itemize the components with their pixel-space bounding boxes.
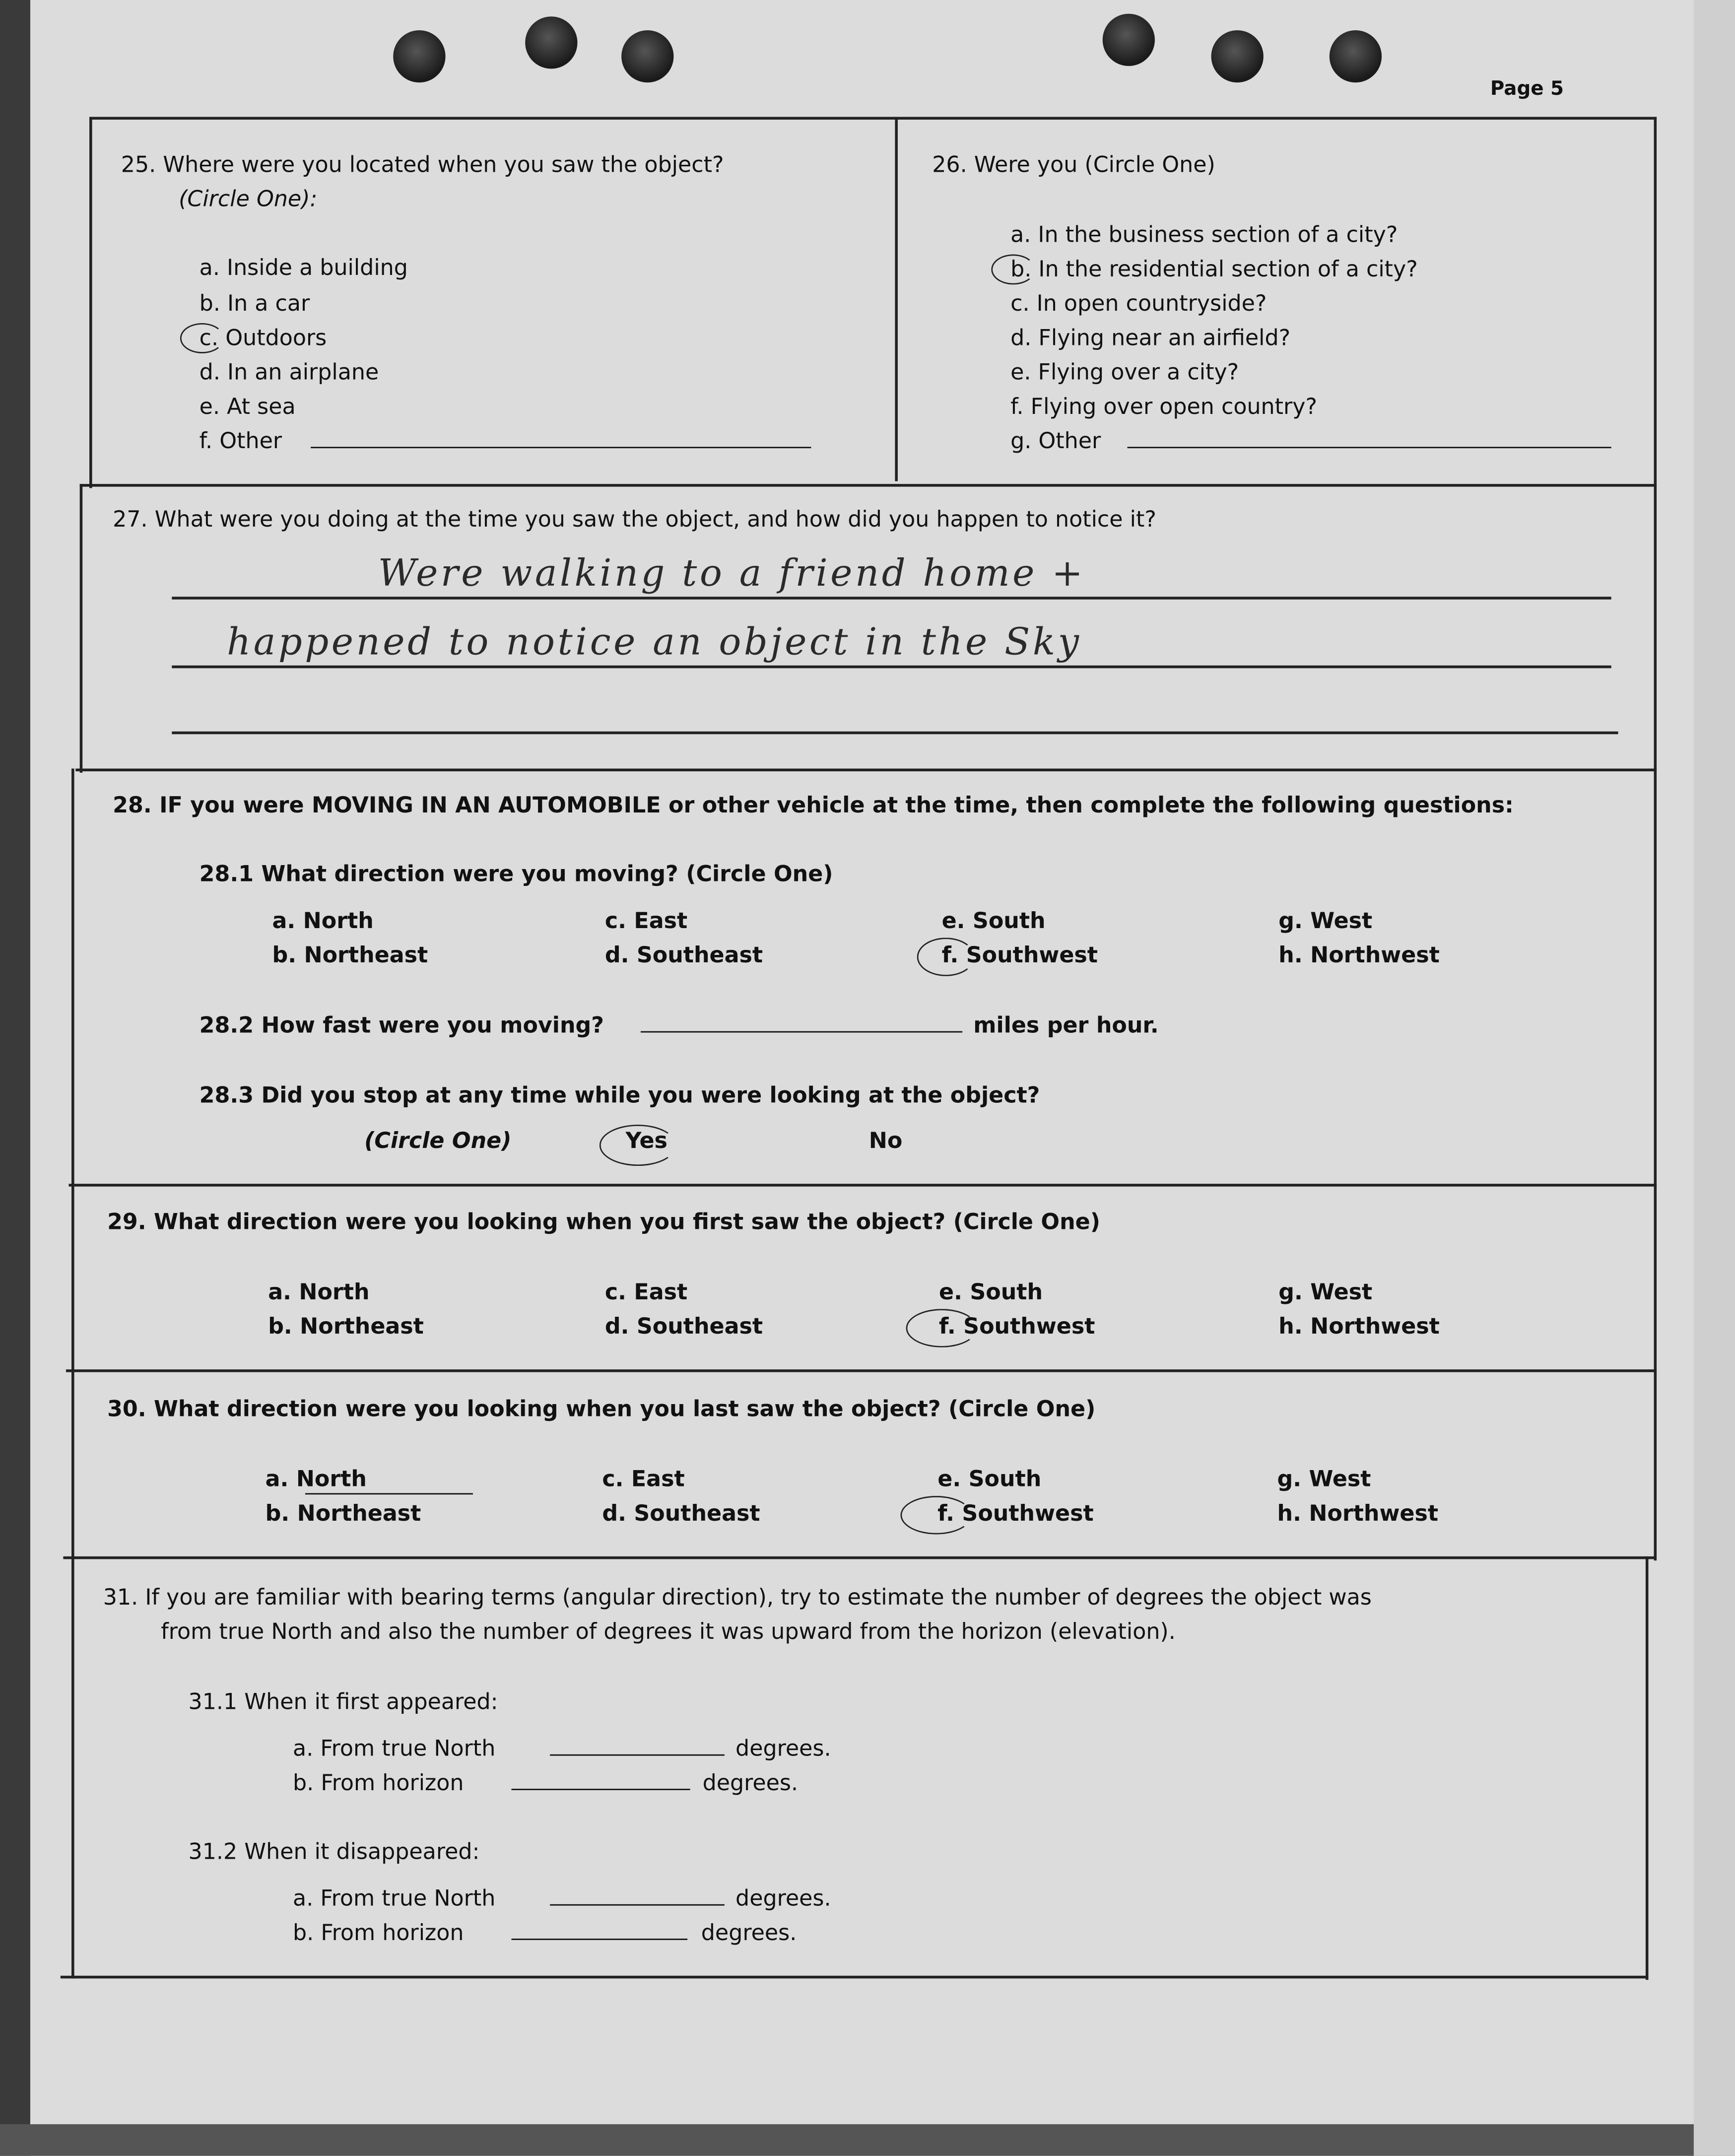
divider	[89, 117, 1657, 120]
answer-line	[172, 732, 1618, 735]
degrees-unit: degrees.	[702, 1769, 799, 1796]
q31-2-a-label: a. From true North	[293, 1885, 496, 1911]
selection-circle	[180, 323, 224, 353]
punch-hole-icon	[525, 16, 577, 68]
q28-2-title: 28.2 How fast were you moving?	[199, 1011, 604, 1038]
q28-3-title: 28.3 Did you stop at any time while you were looking at the object?	[199, 1082, 1040, 1108]
q29-option-h[interactable]: h. Northwest	[1278, 1313, 1440, 1340]
q26-option-e[interactable]: e. Flying over a city?	[1010, 359, 1239, 385]
q28-3-instruction: (Circle One)	[364, 1127, 512, 1154]
q31-2-title: 31.2 When it disappeared:	[188, 1838, 480, 1865]
q28-1-option-d[interactable]: d. Southeast	[604, 942, 763, 968]
selection-circle	[917, 938, 975, 976]
underline-mark	[305, 1493, 473, 1494]
q30-option-e[interactable]: e. South	[937, 1466, 1042, 1492]
q26-option-c[interactable]: c. In open countryside?	[1010, 290, 1267, 317]
q31-2-b-label: b. From horizon	[293, 1919, 464, 1946]
punch-hole-icon	[1330, 30, 1382, 82]
q30-option-g[interactable]: g. West	[1277, 1466, 1371, 1492]
q25-title: 25. Where were you located when you saw the object?	[121, 151, 724, 178]
q30-option-b[interactable]: b. Northeast	[265, 1500, 421, 1526]
punch-hole-icon	[621, 30, 673, 82]
q29-option-f[interactable]: f. Southwest	[939, 1313, 1095, 1340]
q30-option-d[interactable]: d. Southeast	[602, 1500, 760, 1526]
q26-other-field[interactable]	[1128, 447, 1611, 448]
q27-answer-line-1[interactable]: Were walking to a friend home +	[378, 552, 1086, 596]
q29-option-d[interactable]: d. Southeast	[604, 1313, 763, 1340]
q28-title: 28. IF you were MOVING IN AN AUTOMOBILE or other vehicle at the time, then complete the following questions:	[113, 792, 1514, 818]
q31-1-a-label: a. From true North	[293, 1735, 496, 1761]
divider	[66, 1369, 1657, 1372]
q26-option-a[interactable]: a. In the business section of a city?	[1010, 221, 1398, 248]
q25-option-b[interactable]: b. In a car	[199, 290, 310, 317]
last-bearing-field[interactable]	[550, 1904, 725, 1906]
q27-title: 27. What were you doing at the time you saw the object, and how did you happen to notice it?	[113, 506, 1156, 533]
q26-option-d[interactable]: d. Flying near an airfield?	[1010, 324, 1291, 351]
q25-option-a[interactable]: a. Inside a building	[199, 254, 408, 281]
q28-1-option-c[interactable]: c. East	[604, 907, 688, 934]
punch-hole-icon	[1103, 14, 1155, 66]
q28-1-option-h[interactable]: h. Northwest	[1278, 942, 1440, 968]
q28-1-option-f[interactable]: f. Southwest	[941, 942, 1098, 968]
degrees-unit: degrees.	[735, 1735, 831, 1761]
selection-circle	[906, 1309, 978, 1348]
q30-option-c[interactable]: c. East	[602, 1466, 685, 1492]
degrees-unit: degrees.	[735, 1885, 831, 1911]
selection-circle	[991, 254, 1035, 284]
q25-other-field[interactable]	[311, 447, 811, 448]
answer-line	[172, 597, 1611, 600]
divider	[1646, 1556, 1649, 1980]
q26-title: 26. Were you (Circle One)	[932, 151, 1215, 178]
q26-option-g[interactable]: g. Other	[1010, 427, 1101, 454]
punch-hole-icon	[393, 30, 445, 82]
q30-title: 30. What direction were you looking when you last saw the object? (Circle One)	[107, 1395, 1096, 1422]
divider	[71, 769, 74, 1979]
divider	[895, 117, 898, 481]
q29-title: 29. What direction were you looking when you first saw the object? (Circle One)	[107, 1209, 1100, 1235]
q25-option-c[interactable]: c. Outdoors	[199, 324, 327, 351]
divider	[75, 769, 1657, 772]
last-elevation-field[interactable]	[512, 1939, 688, 1940]
q27-answer-line-2[interactable]: happened to notice an object in the Sky	[227, 621, 1082, 665]
q29-option-c[interactable]: c. East	[604, 1279, 688, 1305]
q31-text-line-1: 31. If you are familiar with bearing terms (angular direction), try to estimate the number of degrees the object was	[103, 1584, 1372, 1610]
q29-option-b[interactable]: b. Northeast	[268, 1313, 424, 1340]
q25-option-e[interactable]: e. At sea	[199, 393, 296, 419]
q31-1-title: 31.1 When it first appeared:	[188, 1688, 498, 1715]
q25-instruction: (Circle One):	[179, 185, 318, 212]
q29-option-g[interactable]: g. West	[1278, 1279, 1373, 1305]
divider	[61, 1976, 1649, 1979]
selection-circle	[900, 1496, 972, 1535]
divider	[63, 1556, 1654, 1559]
degrees-unit: degrees.	[701, 1919, 797, 1946]
q28-1-option-e[interactable]: e. South	[941, 907, 1046, 934]
divider	[89, 117, 92, 488]
q31-text-line-2: from true North and also the number of degrees it was upward from the horizon (elevation).	[161, 1618, 1176, 1645]
divider	[1654, 117, 1657, 1560]
scan-edge	[1694, 0, 1735, 2156]
q28-1-option-b[interactable]: b. Northeast	[272, 942, 428, 968]
q26-option-f[interactable]: f. Flying over open country?	[1010, 393, 1317, 419]
q31-1-b-label: b. From horizon	[293, 1769, 464, 1796]
q28-3-yes[interactable]: Yes	[625, 1127, 667, 1154]
punch-hole-icon	[1211, 30, 1264, 82]
q30-option-a[interactable]: a. North	[265, 1466, 367, 1492]
answer-line	[172, 666, 1611, 669]
q28-1-title: 28.1 What direction were you moving? (Circle One)	[199, 861, 833, 887]
q26-option-b[interactable]: b. In the residential section of a city?	[1010, 256, 1418, 282]
speed-unit: miles per hour.	[973, 1011, 1159, 1038]
page-number: Page 5	[1490, 78, 1564, 101]
divider	[80, 484, 1657, 487]
speed-field[interactable]	[641, 1031, 962, 1033]
selection-circle	[600, 1125, 676, 1166]
q29-option-e[interactable]: e. South	[939, 1279, 1043, 1305]
q30-option-h[interactable]: h. Northwest	[1277, 1500, 1439, 1526]
q28-1-option-a[interactable]: a. North	[272, 907, 374, 934]
q29-option-a[interactable]: a. North	[268, 1279, 370, 1305]
first-bearing-field[interactable]	[550, 1754, 725, 1756]
divider	[80, 484, 83, 773]
q30-option-f[interactable]: f. Southwest	[937, 1500, 1094, 1526]
q28-1-option-g[interactable]: g. West	[1278, 907, 1373, 934]
scan-edge	[0, 0, 30, 2156]
scan-edge	[0, 2124, 1735, 2156]
first-elevation-field[interactable]	[512, 1789, 690, 1790]
divider	[69, 1184, 1657, 1187]
q25-option-f[interactable]: f. Other	[199, 427, 282, 454]
q25-option-d[interactable]: d. In an airplane	[199, 359, 379, 385]
q28-3-no[interactable]: No	[868, 1127, 903, 1154]
